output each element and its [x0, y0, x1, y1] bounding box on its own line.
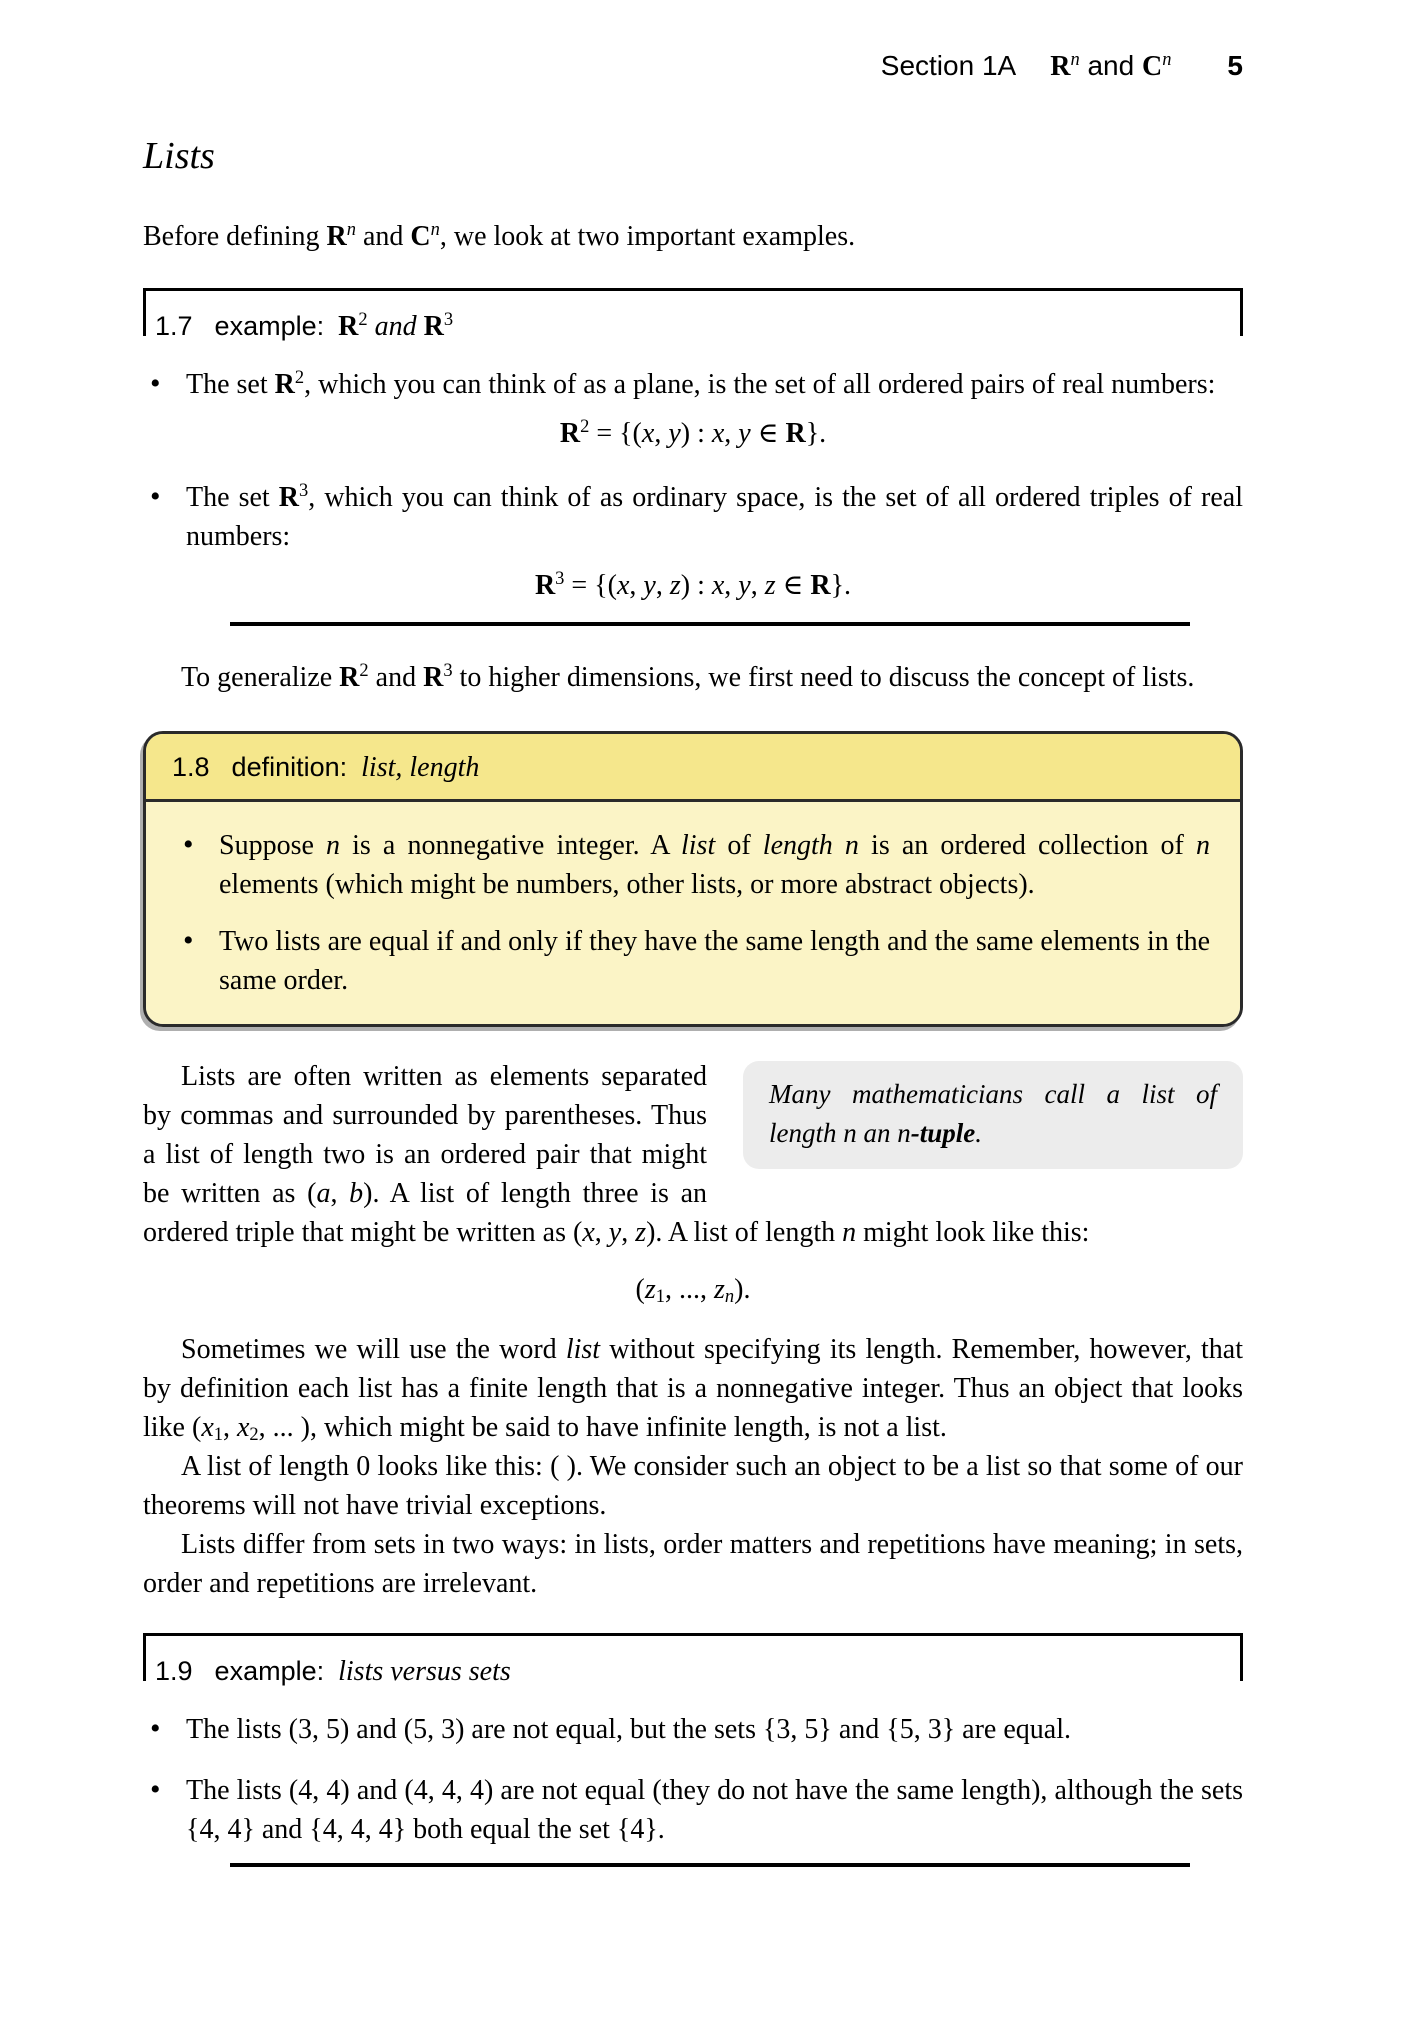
definition-1-8-body: [146, 802, 1240, 1024]
section-label: Section 1A: [880, 50, 1017, 81]
chapter-title: $R^n$ and $C^n$: [1050, 48, 1172, 82]
example-1-9-box: [143, 1633, 1243, 1867]
bullet-item: • Suppose n is a nonnegative integer. A list of length n is an ordered collection of n elements (which might be numbers, other lists, or more abstract objects).: [176, 826, 1210, 904]
length-zero-paragraph: A list of length 0 looks like this: ( ). We consider such an object to be a list so that some of our theorems will not have trivial exceptions.: [143, 1450, 1243, 1521]
end-of-example-rule: [230, 622, 1190, 626]
example-keyword: example:: [214, 1655, 325, 1686]
page-number: 5: [1227, 50, 1243, 81]
display-formula-r2: $R^2 = \{(x$, y) : x, y ∈ R}.: [559, 415, 827, 449]
bullet-item: • The lists (3, 5) and (5, 3) are not equal, but the sets {3, 5} and {5, 3} are equal.: [143, 1710, 1243, 1749]
page-content: [143, 0, 1243, 1867]
section-heading: Lists: [143, 135, 215, 177]
definition-keyword: definition:: [231, 751, 348, 782]
margin-note-box: [743, 1061, 1243, 1169]
example-number: 1.7: [155, 310, 193, 341]
sometimes-paragraph: Sometimes we will use the word list without specifying its length. Remember, however, that by definition each list has a finite length that is a nonnegative integer. Thus an object that looks like (x1, x2, ... ), which might be said to have infinite length, is not a list.: [143, 1333, 1243, 1445]
bullet-item: • The lists (4, 4) and (4, 4, 4) are not equal (they do not have the same length), although the sets {4, 4} and {4, 4, 4} both equal the set {4}.: [143, 1771, 1243, 1849]
bullet-item: • The set $R^3$, which you can think of as ordinary space, is the set of all ordered triples of real numbers:: [143, 478, 1243, 556]
definition-title: list, length: [361, 751, 480, 783]
intro-paragraph: Before defining $R^n$ and $C^n$, we look at two important examples.: [143, 218, 856, 252]
lists-differ-paragraph: Lists differ from sets in two ways: in lists, order matters and repetitions have meaning; in sets, order and repetitions are irrelevant.: [143, 1528, 1243, 1599]
lists-written-paragraph: Lists are often written as elements separated by commas and surrounded by parentheses. Thus a list of length two is an ordered pair that might be written as (a, b). A list of length three is an ordered triple that might be written as (x, y, z). A list of length n might look like this:: [143, 1060, 1090, 1248]
example-title: lists versus sets: [338, 1655, 511, 1687]
definition-1-8-header: [146, 734, 1240, 802]
bullet-item: • Two lists are equal if and only if they have the same length and the same elements in the same order.: [176, 922, 1210, 1000]
margin-note-text: Many mathematicians call a list of length n an n-tuple.: [769, 1078, 1217, 1148]
definition-1-8-box: [143, 731, 1243, 1027]
generalize-paragraph: To generalize $R^2$ and $R^3$ to higher dimensions, we first need to discuss the concept of lists.: [181, 659, 1195, 693]
definition-number: 1.8: [172, 751, 210, 782]
example-1-7-header: [143, 308, 1243, 343]
display-formula-z-list: (z1, ..., zn).: [635, 1273, 751, 1307]
example-number: 1.9: [155, 1655, 193, 1686]
example-keyword: example:: [214, 310, 325, 341]
lists-written-section: [143, 1057, 1243, 1252]
bullet-item: • The set $R^2$, which you can think of as a plane, is the set of all ordered pairs of real numbers:: [143, 365, 1243, 404]
end-of-example-rule: [230, 1863, 1190, 1867]
example-1-7-box: [143, 288, 1243, 626]
example-title: $R^2$ and $R^3$: [338, 308, 454, 342]
display-formula-r3: $R^3 = \{(x$, y, z) : x, y, z ∈ R}.: [534, 567, 852, 601]
example-1-9-header: [143, 1656, 1243, 1688]
running-head: [143, 50, 1243, 83]
